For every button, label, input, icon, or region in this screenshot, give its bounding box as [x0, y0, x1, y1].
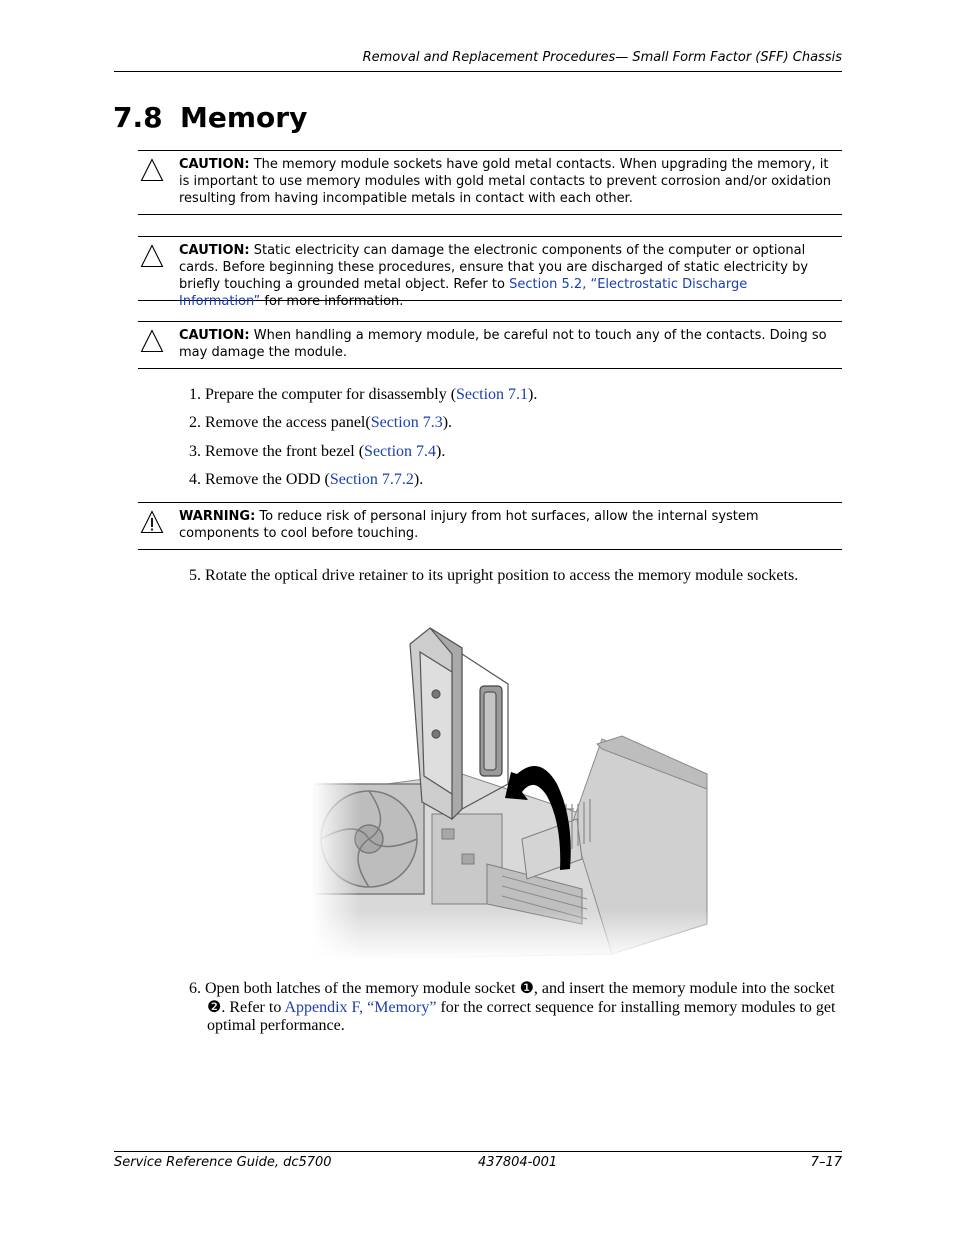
running-header: Removal and Replacement Procedures— Small Form Factor (SFF) Chassis [362, 50, 842, 65]
section-link[interactable]: Section 7.1 [456, 386, 529, 403]
caution-text: When handling a memory module, be careful not to touch any of the contacts. Doing so may damage the module. [179, 328, 827, 360]
header-rule [114, 71, 842, 72]
section-title-text: Memory [180, 101, 308, 134]
warning-text: To reduce risk of personal injury from hot surfaces, allow the internal system components to cool before touching. [179, 509, 759, 541]
caution-box-3 [138, 321, 842, 369]
caution-box-2 [138, 236, 842, 309]
warning-label: WARNING: [179, 509, 256, 524]
appendix-link[interactable]: Appendix F, “Memory” [284, 998, 437, 1016]
section-title [113, 101, 307, 134]
section-number: 7.8 [113, 101, 163, 134]
esd-section-link[interactable]: Section 5.2, “Electrostatic Discharge Information” [179, 277, 748, 309]
step-number: 5. [189, 567, 201, 584]
step-number: 2. [189, 414, 201, 431]
caution-icon [140, 329, 164, 353]
step-text-end: ). [442, 414, 453, 431]
list-item [189, 443, 445, 461]
footer-rule [114, 1151, 842, 1152]
caution-text-end: for more information. [260, 294, 404, 309]
step-text-end: for the correct sequence for installing memory modules to get optimal performance. [207, 998, 836, 1034]
list-item [189, 567, 798, 585]
warning-icon [140, 510, 164, 534]
footer-guide-title: Service Reference Guide, dc5700 [114, 1155, 332, 1170]
section-link[interactable]: Section 7.4 [364, 443, 437, 460]
list-item [189, 471, 423, 489]
caution-text: Static electricity can damage the electronic components of the computer or optional cards. Before beginning these procedures, ensure that you are discharged of static electricity by briefly touching a grounded metal object. Refer to [179, 243, 809, 292]
step-number: 3. [189, 443, 201, 460]
step-text-end: ). [528, 386, 538, 403]
step-text: Remove the access panel( [205, 414, 371, 431]
step-text-end: ). [413, 471, 424, 488]
step-6 [189, 980, 849, 1036]
caution-box-1 [138, 150, 842, 215]
step-text: Remove the front bezel ( [205, 443, 365, 460]
footer-page-number: 7–17 [810, 1155, 842, 1170]
step-text: Prepare the computer for disassembly ( [205, 386, 457, 403]
list-item [189, 386, 537, 404]
step-text: Remove the ODD ( [205, 471, 330, 488]
footer-part-number: 437804-001 [478, 1155, 558, 1170]
caution-label: CAUTION: [179, 243, 250, 258]
step-text-end: ). [436, 443, 446, 460]
caution-icon [140, 244, 164, 268]
caution-text: The memory module sockets have gold metal contacts. When upgrading the memory, it is important to use memory modules with gold metal contacts to prevent corrosion and/or oxidation resulting from having incompatible metals in contact with each other. [179, 157, 832, 206]
section-link[interactable]: Section 7.7.2 [329, 471, 414, 488]
step-number: 6. [189, 980, 201, 997]
caution-label: CAUTION: [179, 157, 250, 172]
warning-box [138, 502, 842, 550]
step-number: 1. [189, 386, 201, 403]
caution-icon [140, 158, 164, 182]
list-item [189, 414, 452, 432]
step-text: Open both latches of the memory module socket ❶, and insert the memory module into the socket ❷. Refer to [205, 980, 835, 1016]
section-link[interactable]: Section 7.3 [370, 414, 443, 431]
step-number: 4. [189, 471, 201, 488]
step-text: Rotate the optical drive retainer to its upright position to access the memory module sockets. [205, 567, 799, 584]
caution-label: CAUTION: [179, 328, 250, 343]
retainer-illustration [312, 624, 712, 960]
